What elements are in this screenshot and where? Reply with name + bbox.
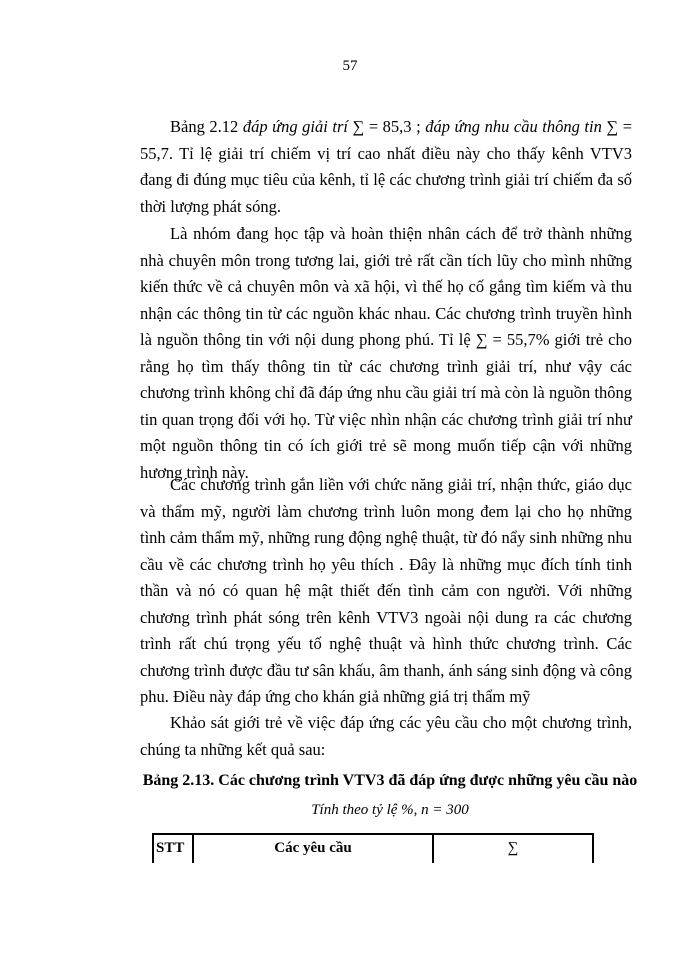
paragraph-4: Khảo sát giới trẻ về việc đáp ứng các yêu cầu cho một chương trình, chúng ta những kết quả sau:: [140, 713, 632, 759]
p1-rest: = 55,7. Tỉ lệ giải trí chiếm vị trí cao nhất điều này cho thấy kênh VTV3 đang đi đúng mục tiêu của kênh, tỉ lệ các chương trình giải trí chiếm đa số thời lượng phát sóng.: [140, 117, 632, 216]
table-border-left: [152, 835, 154, 863]
p1-mid: = 85,3 ;: [364, 117, 426, 136]
p1-lead: Bảng 2.12: [170, 117, 243, 136]
p1-italic-entertainment: đáp ứng giải trí ∑: [242, 117, 365, 136]
table-subcaption: Tính theo tỷ lệ %, n = 300: [311, 802, 469, 818]
header-requirements: Các yêu cầu: [274, 840, 352, 856]
header-sum: ∑: [507, 840, 519, 856]
paragraph-1: [140, 114, 632, 220]
paragraph-2: Là nhóm đang học tập và hoàn thiện nhân cách để trở thành những nhà chuyên môn trong tương lai, giới trẻ rất cần tích lũy cho mình những kiến thức về cả chuyên môn và xã hội, vì thế họ cố gắng tìm kiếm và thu nhận các thông tin từ các nguồn khác nhau. Các chương trình truyền hình là nguồn thông tin với nội dung phong phú. Tỉ lệ ∑ = 55,7% giới trẻ cho rằng họ tìm thấy thông tin từ các chương trình giải trí, như vậy các chương trình không chỉ đã đáp ứng nhu cầu giải trí mà còn là nguồn thông tin quan trọng đối với họ. Từ việc nhìn nhận các chương trình giải trí như một nguồn thông tin có ích giới trẻ sẽ mong muốn tiếp cận với những hương trình này.: [140, 224, 632, 482]
table-caption: Bảng 2.13. Các chương trình VTV3 đã đáp ứng được những yêu cầu nào: [142, 772, 638, 789]
p1-italic-information: đáp ứng nhu cầu thông tin ∑: [425, 117, 619, 136]
header-stt: STT: [156, 840, 185, 856]
paragraph-3: Các chương trình gắn liền với chức năng giải trí, nhận thức, giáo dục và thẩm mỹ, người làm chương trình luôn mong đem lại cho họ những tình cảm thẩm mỹ, những rung động nghệ thuật, từ đó nẩy sinh những nhu cầu về các chương trình họ yêu thích . Đây là những mục đích tính tinh thần và nó có quan hệ mật thiết đến tình cảm con người. Với những chương trình phát sóng trên kênh VTV3 ngoài nội dung ra các chương trình rất chú trọng yếu tố nghệ thuật và hình thức chương trình. Các chương trình được đầu tư sân khấu, âm thanh, ánh sáng sinh động và công phu. Điều này đáp ứng cho khán giả những giá trị thẩm mỹ: [140, 475, 632, 706]
table-border-right: [592, 835, 594, 863]
table-header-row: [152, 833, 594, 863]
page-number: 57: [342, 58, 358, 74]
